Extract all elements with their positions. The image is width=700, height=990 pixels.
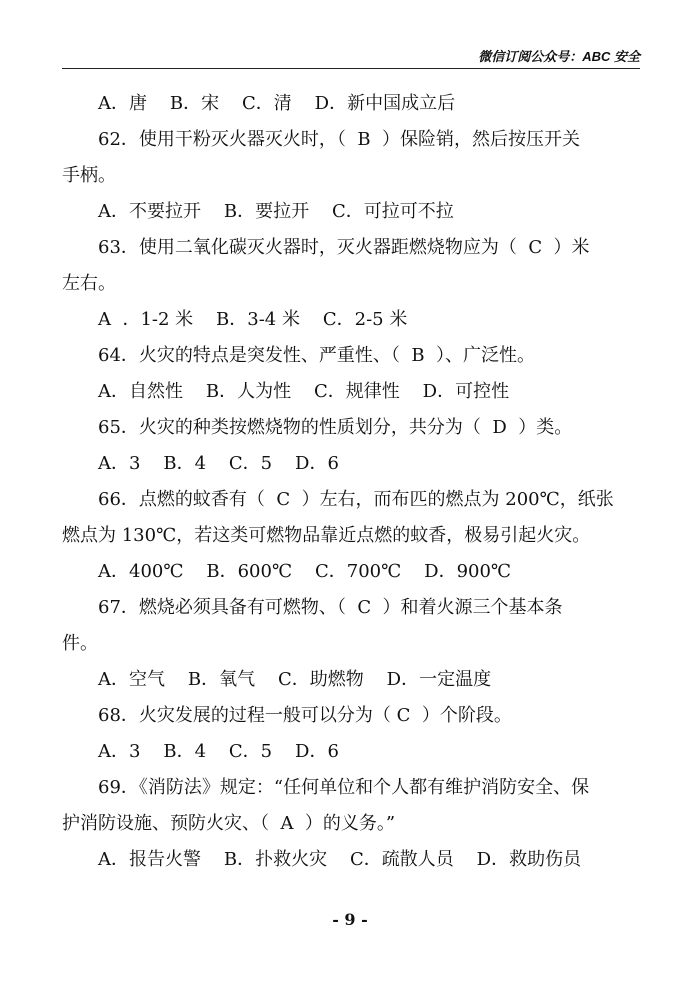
option-line: A．唐 B．宋 C．清 D．新中国成立后 xyxy=(98,93,456,114)
page-header xyxy=(62,46,640,69)
option-line: A．不要拉开 B．要拉开 C．可拉可不拉 xyxy=(98,201,454,222)
question-line: 67．燃烧必须具备有可燃物、（ C ）和着火源三个基本条 xyxy=(98,597,563,618)
header-text: 微信订阅公众号：ABC 安全 xyxy=(478,49,640,64)
document-body xyxy=(62,86,640,878)
question-line-cont: 护消防设施、预防火灾、（ A ）的义务。” xyxy=(62,813,396,834)
option-line: A．自然性 B．人为性 C．规律性 D．可控性 xyxy=(98,381,510,402)
question-line: 64．火灾的特点是突发性、严重性、（ B ）、广泛性。 xyxy=(98,345,536,366)
option-line: A．报告火警 B．扑救火灾 C．疏散人员 D．救助伤员 xyxy=(98,849,582,870)
option-line: A．400℃ B．600℃ C．700℃ D．900℃ xyxy=(98,561,512,582)
question-line-cont: 件。 xyxy=(62,633,98,654)
option-line: A．3 B．4 C．5 D．6 xyxy=(98,453,339,474)
question-line-cont: 左右。 xyxy=(62,273,116,294)
question-line: 68．火灾发展的过程一般可以分为（ C ）个阶段。 xyxy=(98,705,512,726)
question-line: 63．使用二氧化碳灭火器时，灭火器距燃烧物应为（ C ）米 xyxy=(98,237,590,258)
question-line-cont: 燃点为 130℃，若这类可燃物品靠近点燃的蚊香，极易引起火灾。 xyxy=(62,525,591,546)
question-line: 69．《消防法》规定：“任何单位和个人都有维护消防安全、保 xyxy=(98,777,590,798)
option-line: A．3 B．4 C．5 D．6 xyxy=(98,741,339,762)
question-line: 65．火灾的种类按燃烧物的性质划分，共分为（ D ）类。 xyxy=(98,417,573,438)
option-line: A．空气 B．氧气 C．助燃物 D．一定温度 xyxy=(98,669,492,690)
page-number: - 9 - xyxy=(332,910,368,929)
question-line-cont: 手柄。 xyxy=(62,165,116,186)
question-line: 66．点燃的蚊香有（ C ）左右，而布匹的燃点为 200℃，纸张 xyxy=(98,489,614,510)
question-line: 62．使用干粉灭火器灭火时，（ B ）保险销，然后按压开关 xyxy=(98,129,581,150)
option-line: A ．1-2 米 B．3-4 米 C．2-5 米 xyxy=(98,309,408,330)
